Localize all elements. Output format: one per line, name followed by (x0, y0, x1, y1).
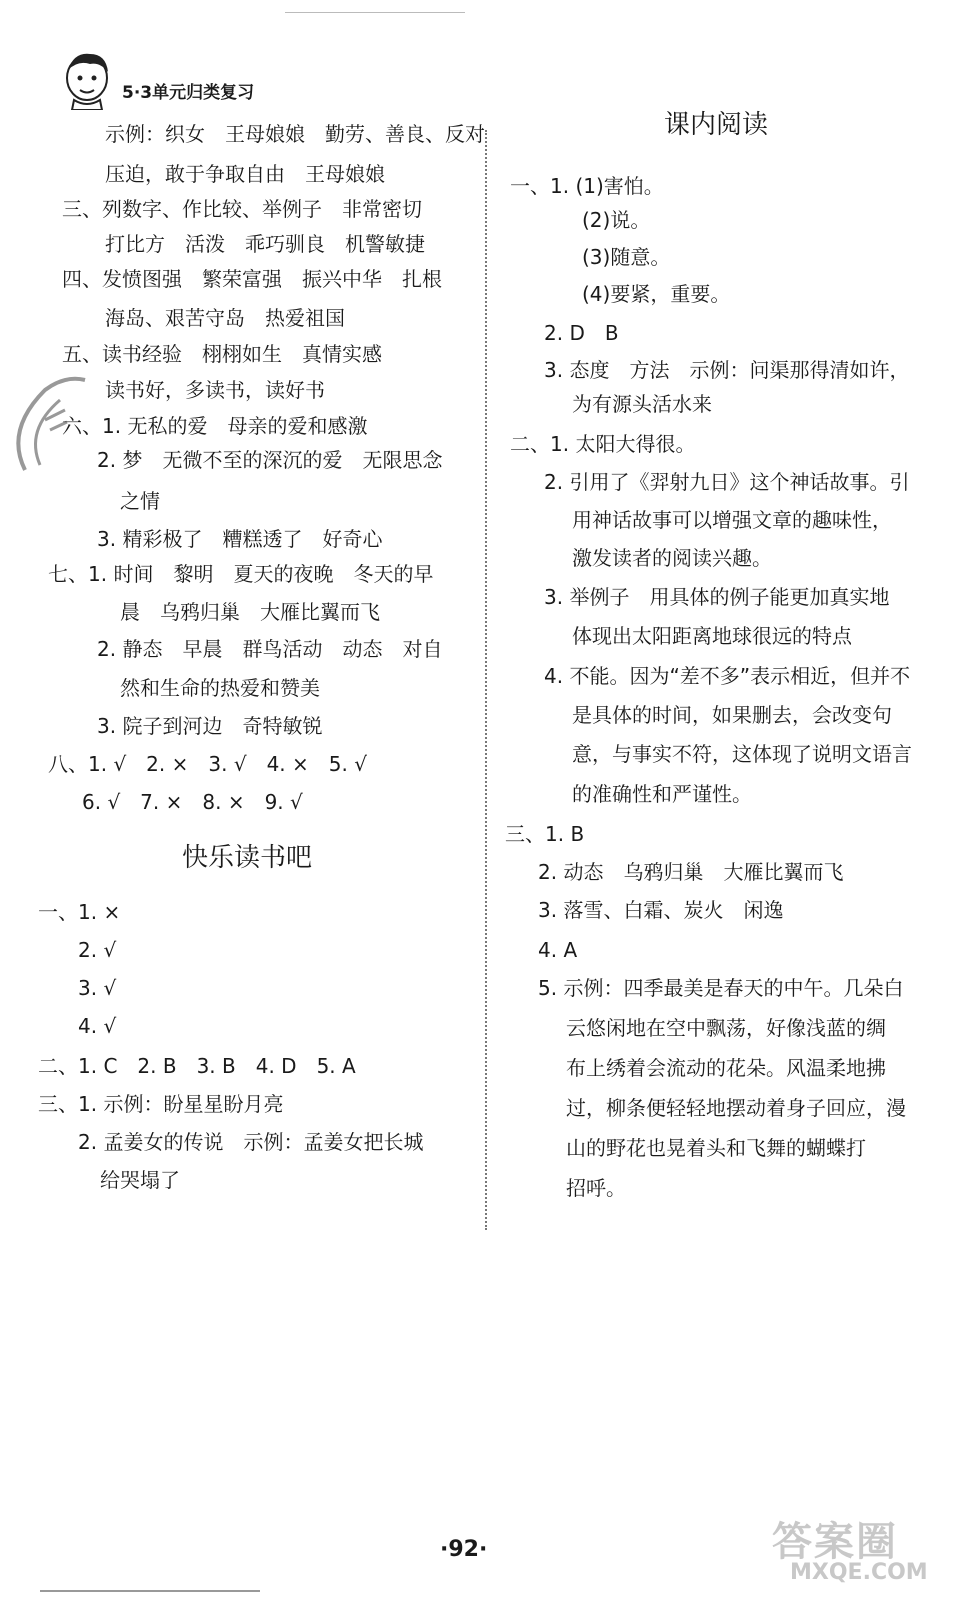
answer-line: (3)随意。 (582, 245, 671, 269)
answer-line: 三、列数字、作比较、举例子 非常密切 (62, 197, 422, 221)
answer-line: 3. √ (78, 976, 117, 1000)
section-title-happy-reading: 快乐读书吧 (182, 843, 313, 873)
answer-line: 2. 引用了《羿射九日》这个神话故事。引 (544, 470, 910, 494)
answer-line: 二、1. C 2. B 3. B 4. D 5. A (38, 1054, 356, 1078)
watermark-logo-text: 答案圈 (772, 1519, 898, 1565)
answer-line: 是具体的时间，如果删去，会改变句 (572, 703, 892, 727)
answer-line: 3. 态度 方法 示例：问渠那得清如许， (544, 358, 910, 382)
answer-line: 4. 不能。因为“差不多”表示相近，但并不 (544, 664, 911, 688)
answer-line: 5. 示例：四季最美是春天的中午。几朵白 (538, 976, 904, 1000)
series-title: 5·3单元归类复习 (122, 83, 255, 103)
answer-line: 三、1. B (505, 822, 585, 846)
answer-line: 示例：织女 王母娘娘 勤劳、善良、反对 (105, 122, 485, 146)
watermark (760, 1510, 960, 1590)
answer-line: 读书好，多读书，读好书 (105, 378, 325, 402)
answer-line: 招呼。 (566, 1176, 626, 1200)
top-rule (285, 12, 465, 13)
answer-line: 布上绣着会流动的花朵。风温柔地拂 (566, 1056, 886, 1080)
answer-line: (4)要紧，重要。 (582, 282, 731, 306)
answer-line: 过，柳条便轻轻地摆动着身子回应，漫 (566, 1096, 906, 1120)
answer-line: 2. 静态 早晨 群鸟活动 动态 对自 (97, 637, 443, 661)
answer-line: 然和生命的热爱和赞美 (120, 676, 320, 700)
watermark-url: MXQE.COM (790, 1560, 928, 1585)
answer-line: 给哭塌了 (100, 1168, 180, 1192)
page-number: ·92· (440, 1537, 488, 1562)
answer-line: 3. 落雪、白霜、炭火 闲逸 (538, 898, 784, 922)
answer-line: 三、1. 示例：盼星星盼月亮 (38, 1092, 284, 1116)
answer-line: 之情 (120, 489, 160, 513)
cartoon-child-icon (60, 48, 114, 110)
answer-line: 6. √ 7. × 8. × 9. √ (82, 790, 303, 814)
answer-line: 用神话故事可以增强文章的趣味性， (572, 508, 892, 532)
answer-line: 4. √ (78, 1014, 117, 1038)
answer-line: 六、1. 无私的爱 母亲的爱和感激 (62, 414, 368, 438)
answer-line: 2. 孟姜女的传说 示例：孟姜女把长城 (78, 1130, 424, 1154)
answer-line: 一、1. (1)害怕。 (510, 174, 664, 198)
answer-line: 打比方 活泼 乖巧驯良 机警敏捷 (105, 232, 425, 256)
answer-line: 山的野花也晃着头和飞舞的蝴蝶打 (566, 1136, 866, 1160)
answer-line: 3. 精彩极了 糟糕透了 好奇心 (97, 527, 383, 551)
column-divider (485, 130, 487, 1230)
answer-line: 四、发愤图强 繁荣富强 振兴中华 扎根 (62, 267, 442, 291)
section-title-in-class-reading: 课内阅读 (664, 110, 769, 140)
answer-line: 二、1. 太阳大得很。 (510, 432, 696, 456)
answer-line: 2. 梦 无微不至的深沉的爱 无限思念 (97, 448, 443, 472)
answer-line: 压迫，敢于争取自由 王母娘娘 (105, 162, 385, 186)
answer-line: 一、1. × (38, 900, 121, 924)
answer-line: 八、1. √ 2. × 3. √ 4. × 5. √ (48, 752, 367, 776)
answer-line: 的准确性和严谨性。 (572, 782, 752, 806)
answer-line: 五、读书经验 栩栩如生 真情实感 (62, 342, 382, 366)
answer-line: 激发读者的阅读兴趣。 (572, 546, 772, 570)
answer-line: 为有源头活水来 (572, 392, 712, 416)
answer-line: 云悠闲地在空中飘荡，好像浅蓝的绸 (566, 1016, 886, 1040)
answer-line: 2. √ (78, 938, 117, 962)
answer-line: 海岛、艰苦守岛 热爱祖国 (105, 306, 345, 330)
answer-line: 2. 动态 乌鸦归巢 大雁比翼而飞 (538, 860, 844, 884)
answer-line: 2. D B (544, 321, 619, 345)
answer-line: 4. A (538, 938, 578, 962)
answer-line: 体现出太阳距离地球很远的特点 (572, 624, 852, 648)
answer-line: 3. 举例子 用具体的例子能更加真实地 (544, 585, 890, 609)
bottom-rule (40, 1590, 260, 1592)
answer-line: 意，与事实不符，这体现了说明文语言 (572, 742, 912, 766)
answer-line: 晨 乌鸦归巢 大雁比翼而飞 (120, 600, 380, 624)
answer-line: 3. 院子到河边 奇特敏锐 (97, 714, 323, 738)
answer-line: 七、1. 时间 黎明 夏天的夜晚 冬天的早 (48, 562, 434, 586)
answer-line: (2)说。 (582, 208, 651, 232)
